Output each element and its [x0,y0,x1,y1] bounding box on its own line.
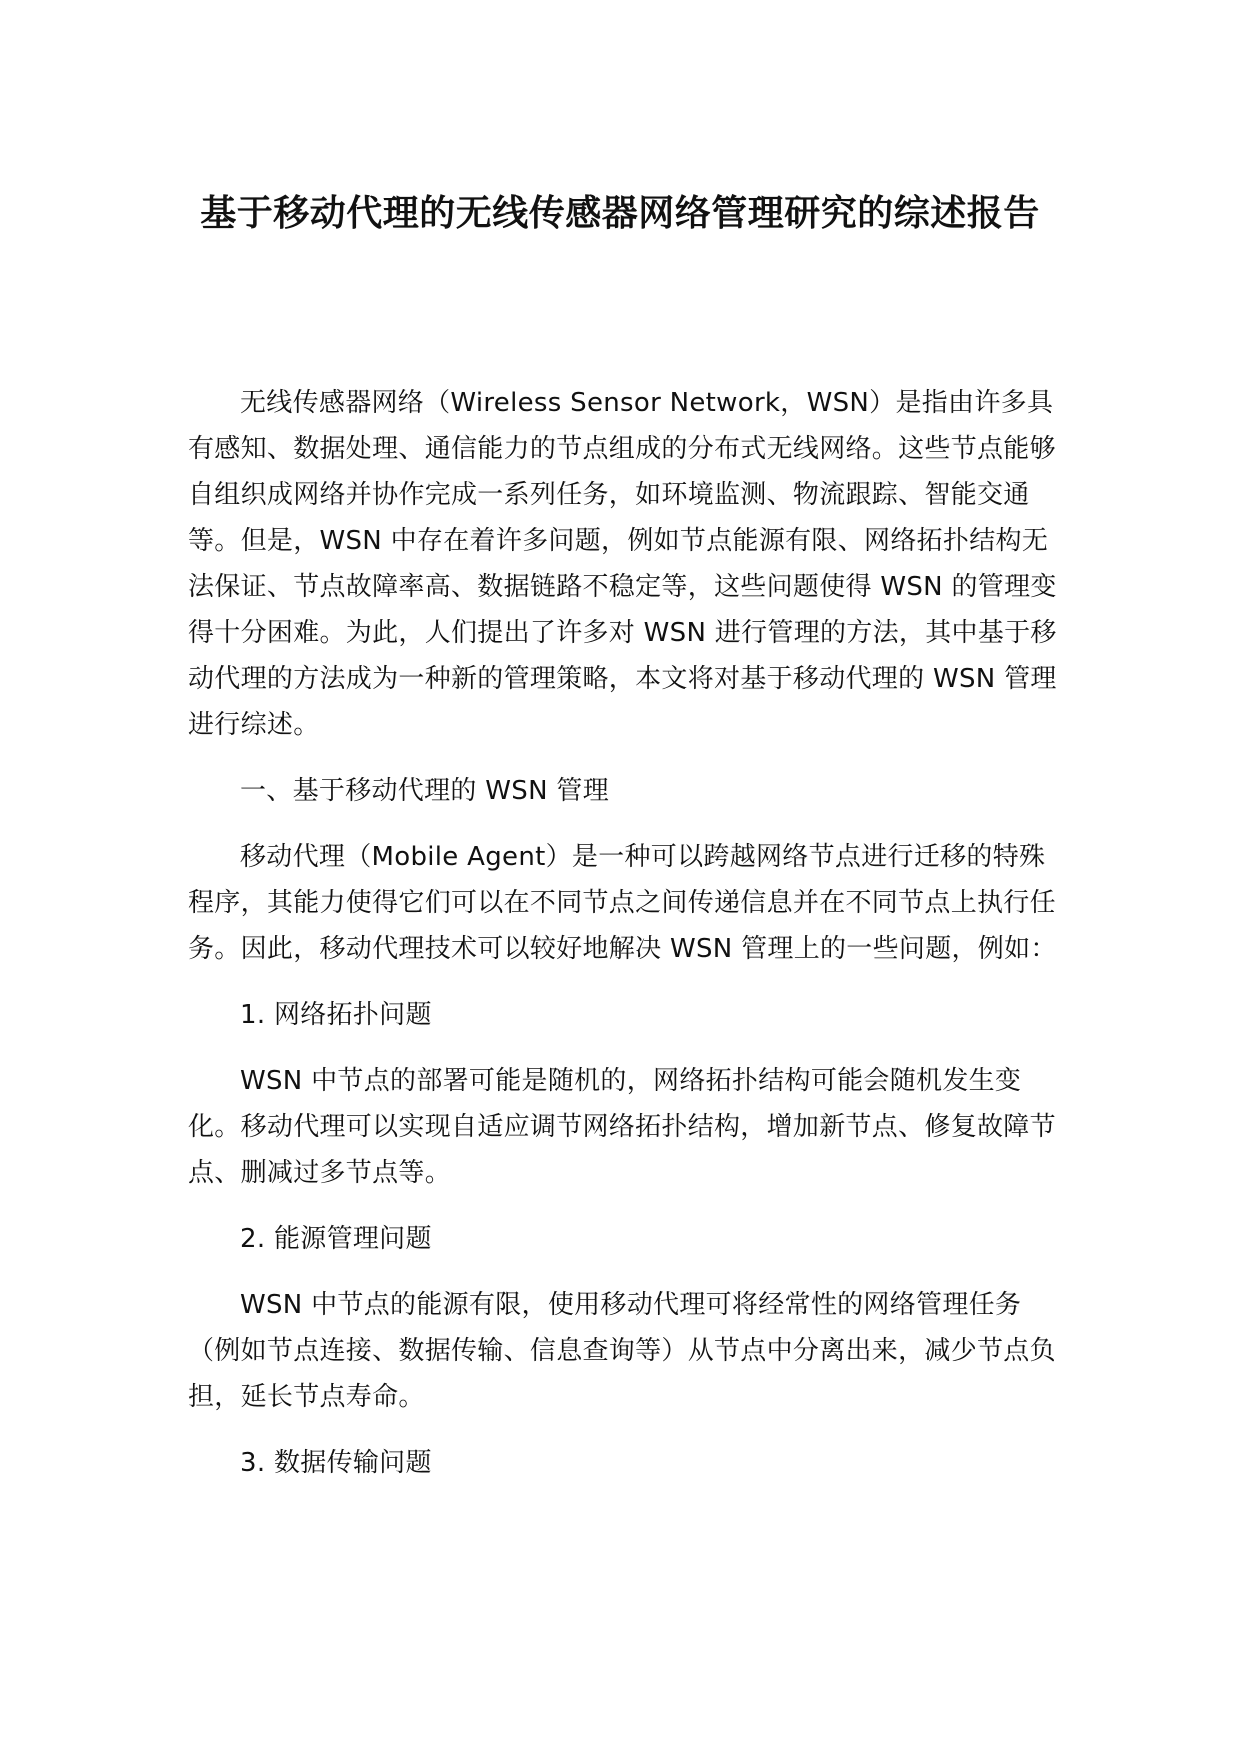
topology-paragraph: WSN 中节点的部署可能是随机的，网络拓扑结构可能会随机发生变化。移动代理可以实现自适应调节网络拓扑结构，增加新节点、修复故障节点、删减过多节点等。 [188,1066,1056,1188]
section-heading-mobile-agent: 一、基于移动代理的 WSN 管理 [240,776,609,806]
subheading-topology: 1. 网络拓扑问题 [240,1000,432,1030]
intro-paragraph: 无线传感器网络（Wireless Sensor Network，WSN）是指由许多具有感知、数据处理、通信能力的节点组成的分布式无线网络。这些节点能够自组织成网络并协作完成一系列任务，如环境监测、物流跟踪、智能交通等。但是，WSN 中存在着许多问题，例如节点能源有限、网络拓扑结构无法保证、节点故障率高、数据链路不稳定等，这些问题使得 WSN 的管理变得十分困难。为此，人们提出了许多对 WSN 进行管理的方法，其中基于移动代理的方法成为一种新的管理策略，本文将对基于移动代理的 WSN 管理进行综述。 [188,388,1057,740]
subheading-energy: 2. 能源管理问题 [240,1224,432,1254]
mobile-agent-paragraph: 移动代理（Mobile Agent）是一种可以跨越网络节点进行迁移的特殊程序，其能力使得它们可以在不同节点之间传递信息并在不同节点上执行任务。因此，移动代理技术可以较好地解决 WSN 管理上的一些问题，例如： [188,842,1057,964]
document-title: 基于移动代理的无线传感器网络管理研究的综述报告 [200,193,1040,234]
document-body [188,380,1058,1506]
energy-paragraph: WSN 中节点的能源有限，使用移动代理可将经常性的网络管理任务（例如节点连接、数据传输、信息查询等）从节点中分离出来，减少节点负担，延长节点寿命。 [188,1290,1056,1412]
subheading-data-transfer: 3. 数据传输问题 [240,1448,432,1478]
